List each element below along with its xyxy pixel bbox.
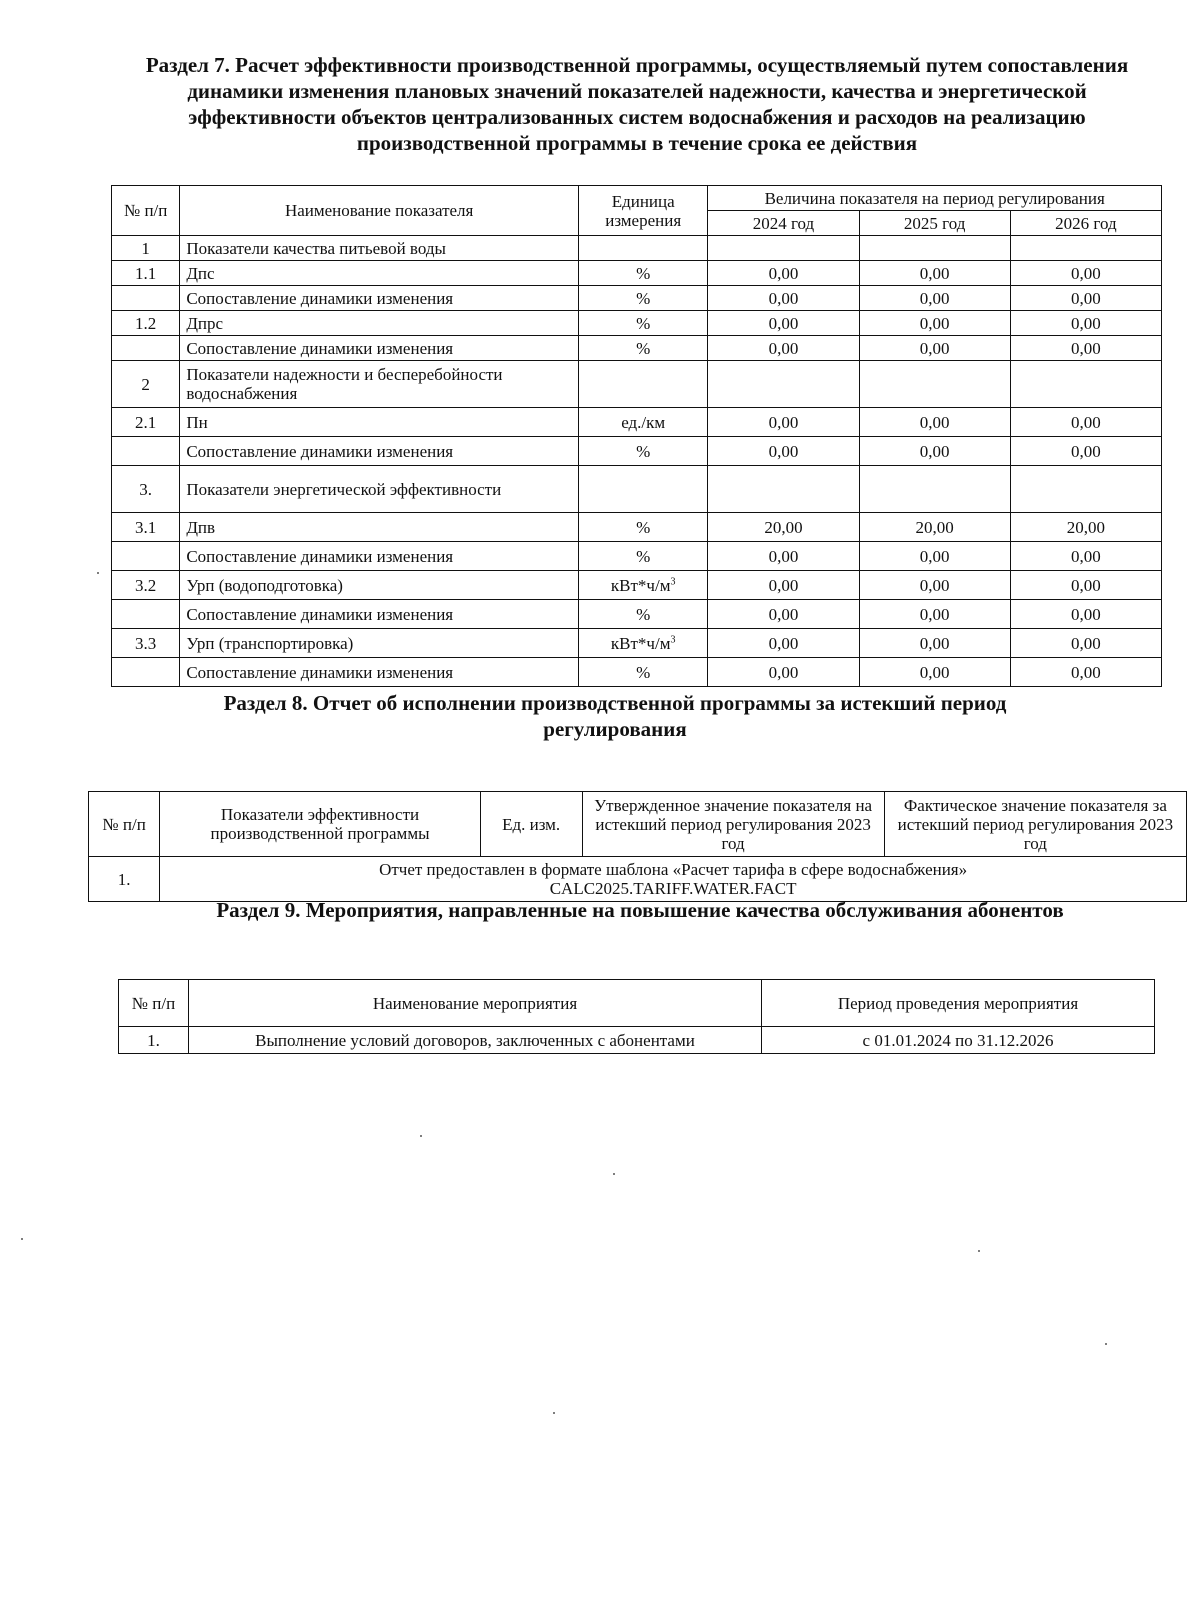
- row-name: Сопоставление динамики изменения: [180, 658, 579, 687]
- row-value-2024: 0,00: [708, 311, 859, 336]
- row-name: Дпв: [180, 513, 579, 542]
- header-year-2026: 2026 год: [1010, 211, 1161, 236]
- table-row: [112, 542, 1162, 571]
- table-row: [112, 336, 1162, 361]
- header-num: № п/п: [119, 980, 189, 1027]
- row-value-2024: 0,00: [708, 571, 859, 600]
- report-note-text: Отчет предоставлен в формате шаблона «Расчет тарифа в сфере водоснабжения»: [379, 860, 968, 879]
- scan-speck: [97, 572, 99, 574]
- unit-superscript: 3: [670, 633, 676, 645]
- row-value-2024: 0,00: [708, 600, 859, 629]
- row-value-2024: 0,00: [708, 437, 859, 466]
- table-row: [89, 857, 1187, 902]
- header-approved-value: Утвержденное значение показателя на истекший период регулирования 2023 год: [582, 792, 884, 857]
- row-unit: [578, 629, 707, 658]
- row-value-2024: 0,00: [708, 286, 859, 311]
- report-note: [160, 857, 1187, 902]
- row-name: Дпс: [180, 261, 579, 286]
- table-row: [112, 466, 1162, 513]
- row-num: 3.2: [112, 571, 180, 600]
- table-header-row: [112, 186, 1162, 211]
- header-name: Наименование показателя: [180, 186, 579, 236]
- row-value-2025: [859, 361, 1010, 408]
- row-value-2026: 0,00: [1010, 336, 1161, 361]
- section8-heading: Раздел 8. Отчет об исполнении производственной программы за истекший период регулирования: [223, 691, 1007, 741]
- row-unit: %: [578, 261, 707, 286]
- header-name: Показатели эффективности производственной программы: [160, 792, 481, 857]
- row-unit: %: [578, 286, 707, 311]
- table-row: [112, 658, 1162, 687]
- section9-table: [118, 979, 1155, 1054]
- row-value-2026: [1010, 236, 1161, 261]
- row-name: Показатели качества питьевой воды: [180, 236, 579, 261]
- row-value-2026: 0,00: [1010, 437, 1161, 466]
- row-value-2024: 0,00: [708, 658, 859, 687]
- row-value-2025: 0,00: [859, 571, 1010, 600]
- row-num: [112, 437, 180, 466]
- row-value-2024: 0,00: [708, 542, 859, 571]
- table-row: [119, 1027, 1155, 1054]
- row-value-2024: 0,00: [708, 336, 859, 361]
- table-row: [112, 286, 1162, 311]
- row-unit: %: [578, 658, 707, 687]
- scan-speck: [613, 1173, 615, 1175]
- row-value-2025: 0,00: [859, 286, 1010, 311]
- row-value-2025: [859, 236, 1010, 261]
- row-num: [112, 542, 180, 571]
- row-value-2026: 0,00: [1010, 658, 1161, 687]
- row-value-2026: 0,00: [1010, 286, 1161, 311]
- row-name: Показатели надежности и бесперебойности водоснабжения: [180, 361, 579, 408]
- row-value-2024: [708, 361, 859, 408]
- row-unit: %: [578, 437, 707, 466]
- row-value-2025: 0,00: [859, 542, 1010, 571]
- header-num: № п/п: [112, 186, 180, 236]
- row-unit: ед./км: [578, 408, 707, 437]
- table-row: [112, 361, 1162, 408]
- scan-speck: [420, 1135, 422, 1137]
- row-num: 2.1: [112, 408, 180, 437]
- table-row: [112, 513, 1162, 542]
- row-value-2026: [1010, 361, 1161, 408]
- row-unit: [578, 571, 707, 600]
- row-name: Урп (транспортировка): [180, 629, 579, 658]
- row-num: 2: [112, 361, 180, 408]
- header-num: № п/п: [89, 792, 160, 857]
- section7-heading: Раздел 7. Расчет эффективности производственной программы, осуществляемый путем сопоставления динамики изменения плановых значений показателей надежности, качества и энергетической эффективности объектов централизованных систем водоснабжения и расходов на реализацию производственной программы в течение срока ее действия: [145, 53, 1129, 155]
- row-value-2024: 0,00: [708, 629, 859, 658]
- row-value-2026: 0,00: [1010, 629, 1161, 658]
- row-name: Пн: [180, 408, 579, 437]
- header-year-2025: 2025 год: [859, 211, 1010, 236]
- row-value-2024: [708, 236, 859, 261]
- row-name: Выполнение условий договоров, заключенных с абонентами: [189, 1027, 762, 1054]
- row-name: Дпрс: [180, 311, 579, 336]
- row-name: Сопоставление динамики изменения: [180, 437, 579, 466]
- row-value-2024: 0,00: [708, 408, 859, 437]
- row-num: [112, 286, 180, 311]
- row-unit: %: [578, 336, 707, 361]
- scan-speck: [553, 1412, 555, 1414]
- row-num: [112, 600, 180, 629]
- row-value-2025: 0,00: [859, 629, 1010, 658]
- row-unit: %: [578, 513, 707, 542]
- table-header-row: [89, 792, 1187, 857]
- row-num: [112, 336, 180, 361]
- section8-table: [88, 791, 1187, 902]
- row-num: 1: [112, 236, 180, 261]
- row-value-2026: 0,00: [1010, 311, 1161, 336]
- row-unit: [578, 236, 707, 261]
- header-name: Наименование мероприятия: [189, 980, 762, 1027]
- table-row: [112, 408, 1162, 437]
- section7-table: [111, 185, 1162, 687]
- row-num: 1.2: [112, 311, 180, 336]
- table-row: [112, 571, 1162, 600]
- table-row: [112, 600, 1162, 629]
- row-num: 1.: [89, 857, 160, 902]
- row-value-2025: 0,00: [859, 261, 1010, 286]
- row-num: 3.1: [112, 513, 180, 542]
- header-period: Период проведения мероприятия: [762, 980, 1155, 1027]
- row-unit: %: [578, 311, 707, 336]
- row-value-2025: 0,00: [859, 658, 1010, 687]
- row-num: 3.3: [112, 629, 180, 658]
- row-value-2025: [859, 466, 1010, 513]
- scan-speck: [978, 1250, 980, 1252]
- row-value-2024: [708, 466, 859, 513]
- row-unit: %: [578, 542, 707, 571]
- row-value-2026: 0,00: [1010, 261, 1161, 286]
- row-value-2026: 0,00: [1010, 408, 1161, 437]
- row-period: с 01.01.2024 по 31.12.2026: [762, 1027, 1155, 1054]
- table-header-row: [119, 980, 1155, 1027]
- row-num: [112, 658, 180, 687]
- row-value-2025: 0,00: [859, 336, 1010, 361]
- row-value-2025: 0,00: [859, 437, 1010, 466]
- row-value-2026: 0,00: [1010, 542, 1161, 571]
- table-row: [112, 311, 1162, 336]
- row-value-2026: 0,00: [1010, 571, 1161, 600]
- row-name: Сопоставление динамики изменения: [180, 336, 579, 361]
- row-value-2025: 0,00: [859, 311, 1010, 336]
- section9-heading: Раздел 9. Мероприятия, направленные на повышение качества обслуживания абонентов: [216, 898, 1064, 922]
- row-value-2026: [1010, 466, 1161, 513]
- row-num: 3.: [112, 466, 180, 513]
- scan-speck: [1105, 1343, 1107, 1345]
- row-value-2024: 20,00: [708, 513, 859, 542]
- scan-speck: [21, 1238, 23, 1240]
- header-unit: Единица измерения: [578, 186, 707, 236]
- row-name: Урп (водоподготовка): [180, 571, 579, 600]
- report-template-code: CALC2025.TARIFF.WATER.FACT: [549, 879, 797, 898]
- header-unit: Ед. изм.: [480, 792, 582, 857]
- row-value-2026: 0,00: [1010, 600, 1161, 629]
- row-value-2026: 20,00: [1010, 513, 1161, 542]
- table-row: [112, 236, 1162, 261]
- unit-base: кВт*ч/м: [610, 633, 671, 653]
- row-name: Сопоставление динамики изменения: [180, 286, 579, 311]
- header-actual-value: Фактическое значение показателя за истекший период регулирования 2023 год: [884, 792, 1186, 857]
- row-num: 1.: [119, 1027, 189, 1054]
- row-value-2025: 0,00: [859, 408, 1010, 437]
- table-row: [112, 437, 1162, 466]
- row-value-2025: 0,00: [859, 600, 1010, 629]
- unit-superscript: 3: [670, 575, 676, 587]
- row-unit: [578, 361, 707, 408]
- header-period: Величина показателя на период регулирования: [708, 186, 1162, 211]
- row-value-2024: 0,00: [708, 261, 859, 286]
- row-unit: [578, 466, 707, 513]
- row-value-2025: 20,00: [859, 513, 1010, 542]
- row-name: Сопоставление динамики изменения: [180, 542, 579, 571]
- row-unit: %: [578, 600, 707, 629]
- table-row: [112, 629, 1162, 658]
- row-name: Показатели энергетической эффективности: [180, 466, 579, 513]
- row-name: Сопоставление динамики изменения: [180, 600, 579, 629]
- table-row: [112, 261, 1162, 286]
- row-num: 1.1: [112, 261, 180, 286]
- unit-base: кВт*ч/м: [610, 575, 671, 595]
- header-year-2024: 2024 год: [708, 211, 859, 236]
